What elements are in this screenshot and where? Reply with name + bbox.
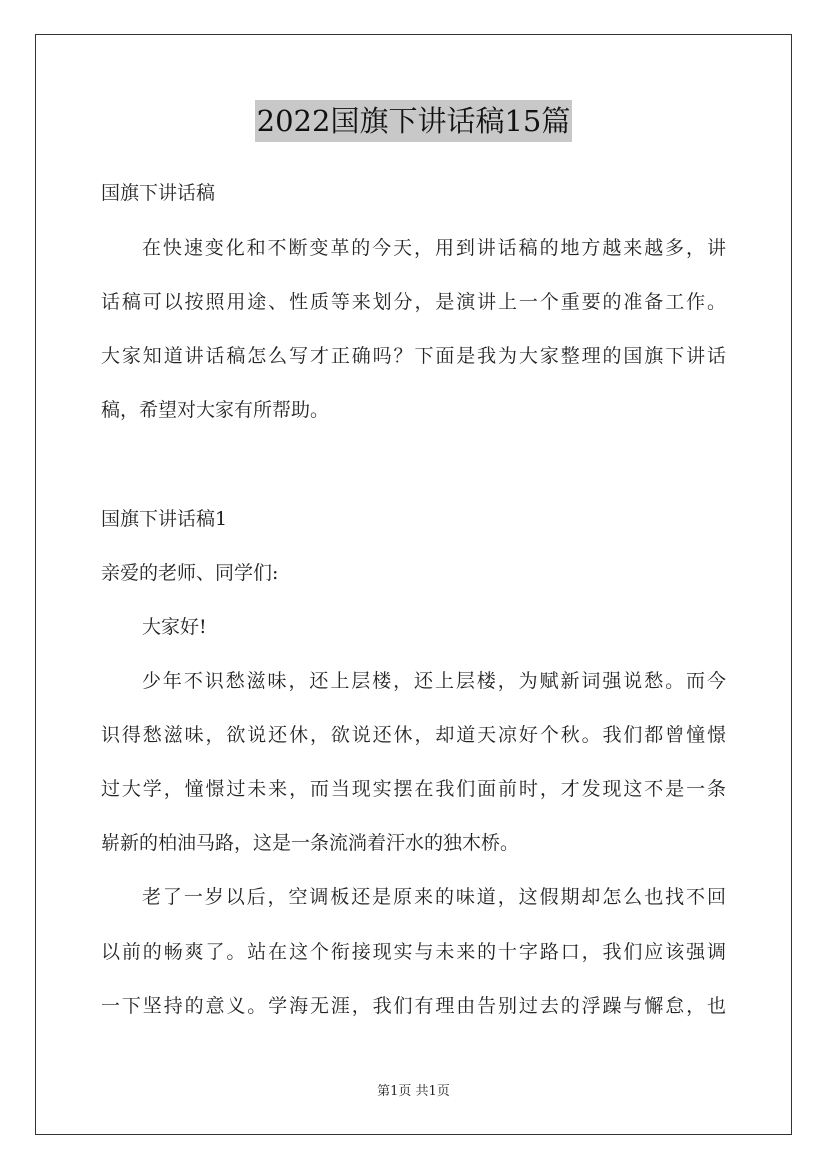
intro-line-1: 在快速变化和不断变革的今天，用到讲话稿的地方越来越多，讲	[142, 237, 726, 259]
paragraph1-line-4: 崭新的柏油马路，这是一条流淌着汗水的独木桥。	[101, 832, 520, 854]
paragraph2-line-2: 以前的畅爽了。站在这个衔接现实与未来的十字路口，我们应该强调	[101, 941, 726, 963]
intro-line-3: 大家知道讲话稿怎么写才正确吗？下面是我为大家整理的国旗下讲话	[101, 345, 726, 367]
intro-line-2: 话稿可以按照用途、性质等来划分，是演讲上一个重要的准备工作。	[101, 291, 726, 313]
salutation: 亲爱的老师、同学们:	[101, 562, 279, 584]
speech-heading: 国旗下讲话稿1	[101, 508, 228, 530]
paragraph1-line-3: 过大学，憧憬过未来，而当现实摆在我们面前时，才发现这不是一条	[101, 778, 726, 800]
paragraph1-line-1: 少年不识愁滋味，还上层楼，还上层楼，为赋新词强说愁。而今	[142, 670, 726, 692]
document-title: 2022国旗下讲话稿15篇	[255, 100, 573, 142]
paragraph2-line-1: 老了一岁以后，空调板还是原来的味道，这假期却怎么也找不回	[142, 886, 726, 908]
paragraph1-line-2: 识得愁滋味，欲说还休，欲说还休，却道天凉好个秋。我们都曾憧憬	[101, 724, 726, 746]
page-footer: 第1页 共1页	[377, 1084, 450, 1099]
greeting: 大家好!	[142, 616, 207, 638]
intro-line-4: 稿，希望对大家有所帮助。	[101, 399, 330, 421]
section-heading: 国旗下讲话稿	[101, 182, 216, 204]
title-container	[0, 100, 827, 142]
paragraph2-line-3: 一下坚持的意义。学海无涯，我们有理由告别过去的浮躁与懈怠，也	[101, 995, 726, 1017]
